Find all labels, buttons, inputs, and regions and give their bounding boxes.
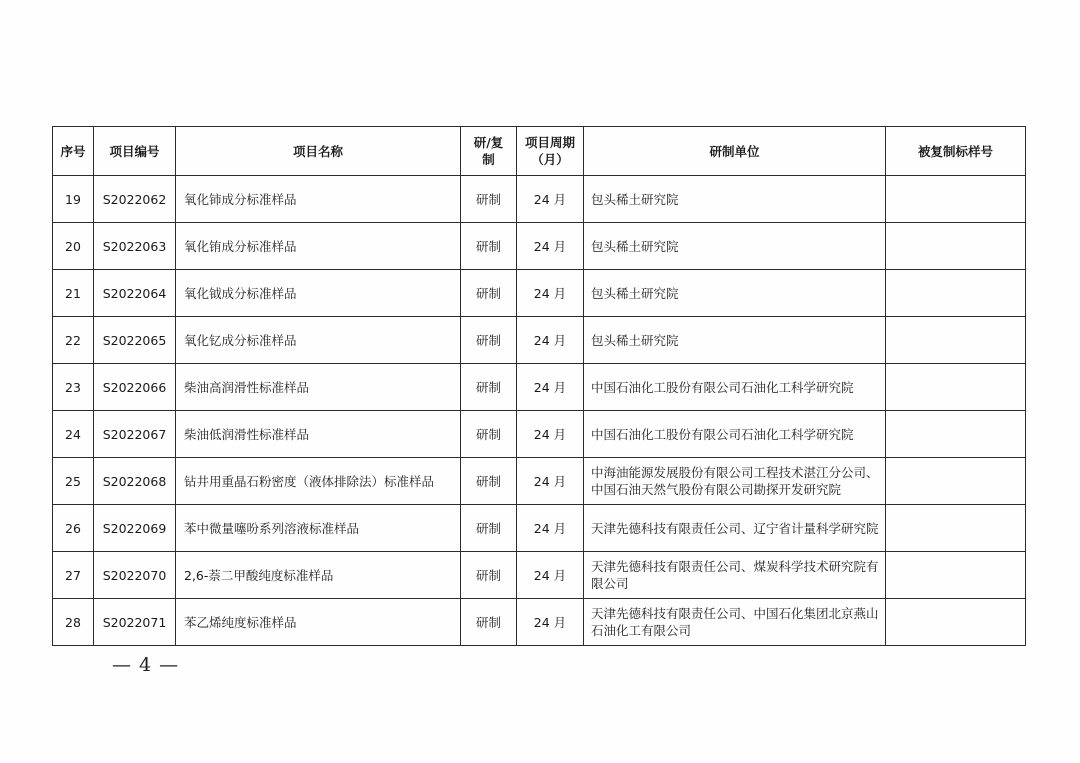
cell-code: S2022068 [94, 458, 176, 505]
table-row [53, 176, 1026, 223]
header-seq: 序号 [53, 127, 94, 176]
cell-type: 研制 [461, 411, 517, 458]
cell-name: 氧化铈成分标准样品 [176, 176, 461, 223]
cell-name: 柴油低润滑性标准样品 [176, 411, 461, 458]
header-copied: 被复制标样号 [886, 127, 1026, 176]
cell-name: 柴油高润滑性标准样品 [176, 364, 461, 411]
cell-name: 钻井用重晶石粉密度（液体排除法）标准样品 [176, 458, 461, 505]
cell-seq: 21 [53, 270, 94, 317]
table-row [53, 458, 1026, 505]
cell-cycle: 24 月 [517, 176, 584, 223]
table-row [53, 552, 1026, 599]
table-header-row [53, 127, 1026, 176]
cell-copied [886, 317, 1026, 364]
cell-copied [886, 458, 1026, 505]
cell-code: S2022070 [94, 552, 176, 599]
cell-unit: 中国石油化工股份有限公司石油化工科学研究院 [584, 364, 886, 411]
cell-seq: 25 [53, 458, 94, 505]
table-row [53, 505, 1026, 552]
cell-unit: 中国石油化工股份有限公司石油化工科学研究院 [584, 411, 886, 458]
cell-copied [886, 364, 1026, 411]
table-row [53, 317, 1026, 364]
cell-unit: 中海油能源发展股份有限公司工程技术湛江分公司、中国石油天然气股份有限公司勘探开发研究院 [584, 458, 886, 505]
cell-seq: 26 [53, 505, 94, 552]
cell-unit: 天津先德科技有限责任公司、辽宁省计量科学研究院 [584, 505, 886, 552]
cell-seq: 20 [53, 223, 94, 270]
cell-copied [886, 552, 1026, 599]
cell-copied [886, 411, 1026, 458]
cell-unit: 包头稀土研究院 [584, 317, 886, 364]
cell-type: 研制 [461, 364, 517, 411]
header-name: 项目名称 [176, 127, 461, 176]
cell-type: 研制 [461, 458, 517, 505]
cell-code: S2022067 [94, 411, 176, 458]
cell-unit: 包头稀土研究院 [584, 176, 886, 223]
cell-code: S2022066 [94, 364, 176, 411]
cell-copied [886, 223, 1026, 270]
cell-name: 苯乙烯纯度标准样品 [176, 599, 461, 646]
cell-seq: 22 [53, 317, 94, 364]
cell-code: S2022069 [94, 505, 176, 552]
cell-cycle: 24 月 [517, 411, 584, 458]
cell-unit: 包头稀土研究院 [584, 270, 886, 317]
cell-type: 研制 [461, 505, 517, 552]
table-row [53, 270, 1026, 317]
header-cycle [517, 127, 584, 176]
cell-code: S2022064 [94, 270, 176, 317]
table-row [53, 364, 1026, 411]
cell-seq: 19 [53, 176, 94, 223]
cell-copied [886, 505, 1026, 552]
header-unit: 研制单位 [584, 127, 886, 176]
cell-cycle: 24 月 [517, 270, 584, 317]
cell-name: 氧化钺成分标准样品 [176, 270, 461, 317]
cell-seq: 24 [53, 411, 94, 458]
cell-seq: 23 [53, 364, 94, 411]
cell-name: 氧化铕成分标准样品 [176, 223, 461, 270]
cell-unit: 包头稀土研究院 [584, 223, 886, 270]
cell-seq: 28 [53, 599, 94, 646]
cell-seq: 27 [53, 552, 94, 599]
cell-unit: 天津先德科技有限责任公司、煤炭科学技术研究院有限公司 [584, 552, 886, 599]
cell-name: 氧化钇成分标准样品 [176, 317, 461, 364]
cell-type: 研制 [461, 552, 517, 599]
page-number: — 4 — [112, 654, 180, 676]
cell-code: S2022062 [94, 176, 176, 223]
cell-cycle: 24 月 [517, 223, 584, 270]
table-row [53, 411, 1026, 458]
cell-type: 研制 [461, 176, 517, 223]
table-row [53, 599, 1026, 646]
cell-cycle: 24 月 [517, 317, 584, 364]
cell-cycle: 24 月 [517, 552, 584, 599]
header-type [461, 127, 517, 176]
cell-type: 研制 [461, 317, 517, 364]
table-row [53, 223, 1026, 270]
cell-name: 2,6-萘二甲酸纯度标准样品 [176, 552, 461, 599]
cell-code: S2022063 [94, 223, 176, 270]
cell-type: 研制 [461, 223, 517, 270]
standard-samples-table [52, 126, 1026, 646]
header-code: 项目编号 [94, 127, 176, 176]
cell-name: 苯中微量噻吩系列溶液标准样品 [176, 505, 461, 552]
cell-type: 研制 [461, 599, 517, 646]
header-type-line2: 制 [482, 152, 495, 167]
cell-type: 研制 [461, 270, 517, 317]
cell-code: S2022065 [94, 317, 176, 364]
cell-cycle: 24 月 [517, 458, 584, 505]
cell-copied [886, 176, 1026, 223]
header-type-line1: 研/复 [473, 135, 504, 150]
cell-copied [886, 599, 1026, 646]
header-cycle-line2: （月） [531, 152, 569, 167]
cell-code: S2022071 [94, 599, 176, 646]
cell-cycle: 24 月 [517, 364, 584, 411]
header-cycle-line1: 项目周期 [524, 135, 575, 150]
cell-unit: 天津先德科技有限责任公司、中国石化集团北京燕山石油化工有限公司 [584, 599, 886, 646]
cell-cycle: 24 月 [517, 505, 584, 552]
cell-cycle: 24 月 [517, 599, 584, 646]
cell-copied [886, 270, 1026, 317]
